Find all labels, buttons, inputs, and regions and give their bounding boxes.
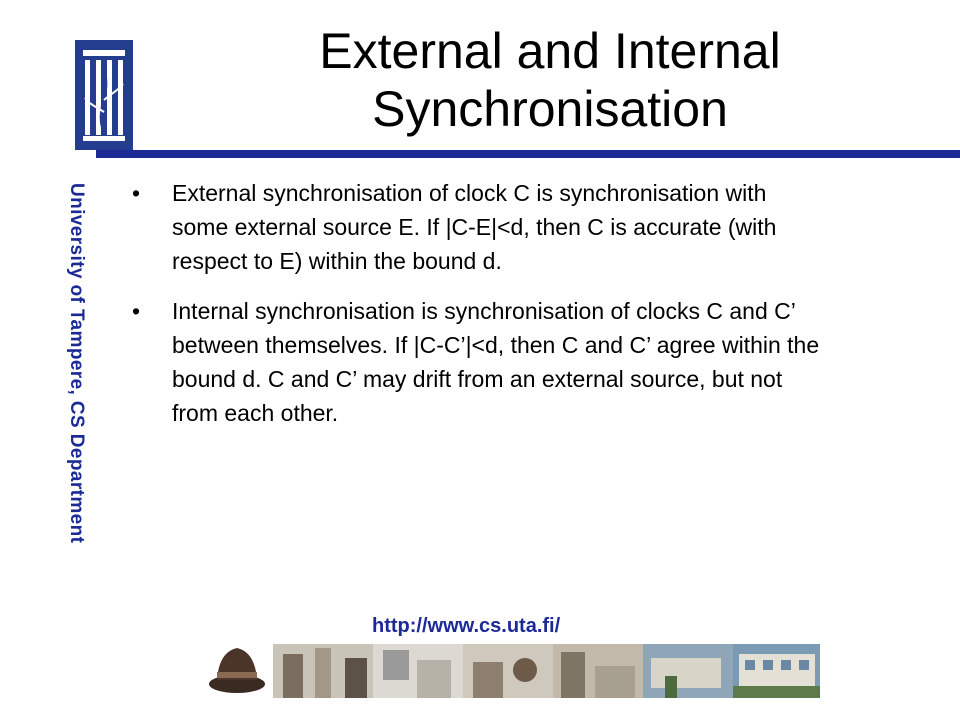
university-logo-icon [75, 40, 133, 150]
bullet-text: External synchronisation of clock C is synchronisation with some external source E. If |C-E|<d, then C is accurate (with respect to E) within the bound d. [172, 180, 777, 274]
bullet-marker: • [132, 298, 141, 324]
bullet-text: Internal synchronisation is synchronisation of clocks C and C’ between themselves. If |C-C’|<d, then C and C’ agree within the bound d. C and C’ may drift from an external source, but not from each other. [172, 298, 820, 426]
campus-photo-strip-icon [205, 640, 820, 698]
bullet-item-internal [130, 294, 820, 430]
department-side-label: University of Tampere, CS Department [66, 183, 87, 544]
title-divider [96, 150, 960, 158]
bullet-marker: • [132, 180, 141, 206]
slide-title: External and Internal Synchronisation [319, 23, 781, 137]
footer-url-link[interactable]: http://www.cs.uta.fi/ [372, 615, 561, 637]
bullet-item-external [130, 176, 820, 278]
bullet-list [130, 176, 820, 446]
